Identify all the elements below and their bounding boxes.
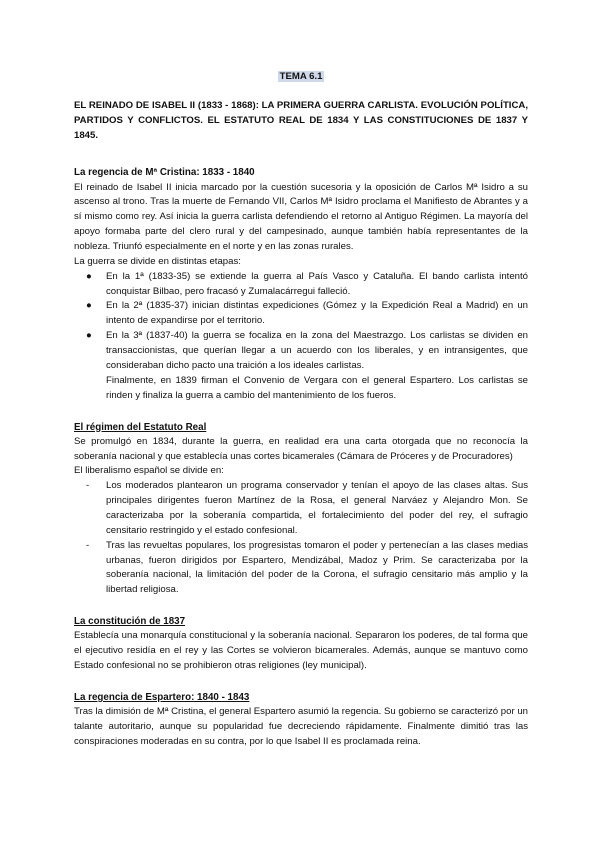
section-estatuto-real: [74, 420, 528, 599]
dash-icon: -: [86, 539, 90, 551]
list-item-text: En la 1ª (1833-35) se extiende la guerra al País Vasco y Cataluña. El bando carlista intentó conquistar Bilbao, pero fracasó y Zumalacárregui falleció.: [106, 270, 528, 297]
section-heading: La constitución de 1837: [74, 616, 186, 628]
list-item: [74, 299, 528, 329]
list-item: [74, 539, 528, 598]
section-heading: La regencia de Mª Cristina: 1833 - 1840: [74, 167, 255, 179]
section-constitucion-1837: [74, 614, 528, 674]
bullet-icon: ●: [86, 270, 92, 282]
list-item: [74, 479, 528, 538]
bullet-icon: ●: [86, 330, 92, 342]
section-regencia-cristina: [74, 165, 528, 403]
topic-heading: EL REINADO DE ISABEL II (1833 - 1868): LA PRIMERA GUERRA CARLISTA. EVOLUCIÓN POLÍTICA, PARTIDOS Y CONFLICTOS. EL ESTATUTO REAL DE 1834 Y LAS CONSTITUCIONES DE 1837 Y 1845.: [74, 99, 528, 141]
list-continuation: Finalmente, en 1839 firman el Convenio de Vergara con el general Espartero. Los carlistas se rinden y finaliza la guerra a cambio del mantenimiento de los fueros.: [106, 374, 528, 401]
liberalism-list: [74, 479, 528, 598]
section-heading: La regencia de Espartero: 1840 - 1843: [74, 691, 250, 703]
section-regencia-espartero: [74, 690, 528, 750]
list-item-text: En la 3ª (1837-40) la guerra se focaliza en la zona del Maestrazgo. Los carlistas se dividen en transaccionistas, que querían llegar a un acuerdo con los liberales, y en intransigentes, que consideraban dicho pacto una traición a los ideales carlistas.: [106, 330, 528, 371]
document-page: [74, 70, 528, 766]
dash-icon: -: [86, 480, 90, 492]
list-item-text: En la 2ª (1835-37) inician distintas expediciones (Gómez y la Expedición Real a Madrid) en un intento de expandirse por el territorio.: [106, 300, 528, 327]
paragraph: El liberalismo español se divide en:: [74, 465, 224, 477]
section-heading: El régimen del Estatuto Real: [74, 421, 207, 433]
stages-list: [74, 270, 528, 374]
paragraph: El reinado de Isabel II inicia marcado por la cuestión sucesoria y la oposición de Carlos Mª Isidro a su ascenso al trono. Tras la muerte de Fernando VII, Carlos Mª Isidro proclama el Manifiesto de Abrantes y a sí mismo como rey. Así inicia la guerra carlista defendiendo el retorno al Antiguo Régimen. La mayoría del apoyo formaba parte del clero rural y del campesinado, aunque también había representantes de la nobleza. Triunfó especialmente en el norte y en las zonas rurales.: [74, 181, 528, 253]
paragraph: Establecía una monarquía constitucional y la soberanía nacional. Separaron los poderes, de tal forma que el ejecutivo residía en el rey y las Cortes se volvieron bicamerales. Además, aunque se mantuvo como Estado confesional no se prohibieron otras religiones (ley municipal).: [74, 630, 528, 672]
list-item: [74, 270, 528, 300]
list-item-text: Tras las revueltas populares, los progresistas tomaron el poder y pertenecían a las clases medias urbanas, fueron dirigidos por Espartero, Mendizábal, Madoz y Prim. Se caracterizaba por la soberanía nacional, la limitación del poder de la Corona, el sufragio censitario más amplio y la libertad religiosa.: [106, 539, 528, 596]
paragraph: Se promulgó en 1834, durante la guerra, en realidad era una carta otorgada que no reconocía la soberanía nacional y que establecía unas cortes bicamerales (Cámara de Próceres y de Procuradores): [74, 435, 528, 462]
paragraph: Tras la dimisión de Mª Cristina, el general Espartero asumió la regencia. Su gobierno se caracterizó por un talante autoritario, aunque su popularidad fue decreciendo rápidamente. Finalmente dimitió tras las conspiraciones moderadas en su contra, por lo que Isabel II es proclamada reina.: [74, 706, 528, 747]
paragraph: La guerra se divide en distintas etapas:: [74, 255, 241, 267]
list-item: [74, 329, 528, 374]
document-title-text: TEMA 6.1: [279, 71, 323, 82]
document-title: [74, 70, 528, 85]
bullet-icon: ●: [86, 300, 92, 312]
list-item-text: Los moderados plantearon un programa conservador y tenían el apoyo de las clases altas. Sus principales dirigentes fueron Martínez de la Rosa, el general Narváez y Alejandro Mon. Se caracterizaba por la soberanía compartida, el fortalecimiento del poder del rey, el sufragio censitario restringido y el estado confesional.: [106, 480, 528, 536]
